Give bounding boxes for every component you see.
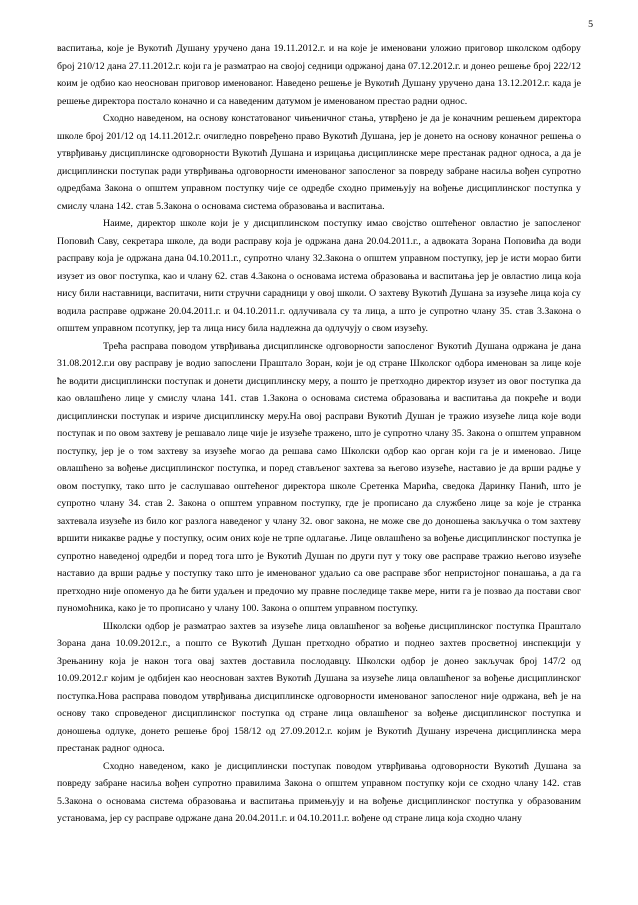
paragraph-final: Сходно наведеном, како је дисциплински поступак поводом утврђивања одговорности Вукотић Душана за повреду забране насиља вођен супротно правилима Закона о општем управном поступку који се сходно члану 142. став 5.Закона о основама система образовања и васпитања примењују и на вођење дисциплинског поступка у образованим установама, јер су расправе одржане дана 20.04.2011.г. и 04.10.2011.г. вођене од стране лица која сходно члану — [57, 760, 581, 824]
paragraph-continuation: васпитања, које је Вукотић Душану уручено дана 19.11.2012.г. и на које је именовани уложио приговор школском одбору број 210/12 дана 27.11.2012.г. који га је разматрао на својој седници одржаној дана 07.12.2012.г. и донео решење број 222/12 коим је одбио као неоснован приговор именованог. Наведено решење је Вукотић Душану уручено дана 13.12.2012.г. када је решење директора постало коначно и са наведеним датумом је именованом престао радни однос. — [57, 43, 581, 107]
paragraph-conclusion: Сходно наведеном, на основу констатованог чињеничног стања, утврђено је да је коначним решењем директора школе број 201/12 од 14.11.2012.г. очигледно повређено право Вукотић Душана, јер је донето на основу коначног решења о утврђивању дисциплинске одговорности Вукотић Душана и изрицања дисциплинске мере престанак радног односа, а да је дисциплински поступак ради утврђивања одговорности именованог запосленог за повреду забране насиља вођен супротно одредбама Закона о општем управном поступку чије се одредбе сходно примењују на вођење дисциплинског поступка у смислу члана 142. став 5.Закона о основама система образовања и васпитања. — [57, 113, 581, 212]
paragraph-director-authorization: Наиме, директор школе који је у дисциплинском поступку имао својство оштећеног овластио је запосленог Поповић Саву, секретара школе, да води расправу која је одржана дана 20.04.2011.г., а адвоката Зорана Поповића да води расправу која је одржана дана 04.10.2011.г., супротно члану 32.Закона о општем управном поступку, јер је исти морао бити изузет из овог поступка, као и члану 62. став 4.Закона о основама истема образовања и васпитања јер је овластио лица која нису били наставници, васпитачи, нити стручни сарадници у овој школи. О захтеву Вукотић Душана за изузеће лица која су водила расправе одржане 20.04.2011.г. и 04.10.2011.г. одлучивала су та лица, а што је супротно члану 35. став 3.Закона о општем управном псотупку, јер та лица нису била надлежна да одлучују о свом изузећу. — [57, 218, 581, 334]
paragraph-school-board: Школски одбор је разматрао захтев за изузеће лица овлашћеног за вођење дисциплинског поступка Праштало Зорана дана 10.09.2012.г., а пошто се Вукотић Душан претходно обратио и поднео захтев просветној инспекцији у Зрењанину која је након тога овај захтев доставила послодавцу. Школски одбор је донео закључак број 147/2 од 10.09.2012.г којим је одбијен као неоснован захтев Вукотић Душана за изузеће лица овлашћеног за вођење дисциплинског поступка.Нова расправа поводом утврђивања дисциплинске одговорности именованог запосленог није одржана, већ је на основу тако спроведеног дисциплинског поступка од стране лица овлашћеног за вођење дисциплинског поступка и доношења одлуке, донето решење број 158/12 од 27.09.2012.г. којим је Вукотић Душану изречена дисциплинска мера престанак радног односа. — [57, 620, 581, 754]
paragraph-third-hearing: Трећа расправа поводом утврђивања дисциплинске одговорности запосленог Вукотић Душана одржана је дана 31.08.2012.г.и ову расправу је водио запослени Праштало Зоран, који је од стране Школског одбора именован за лице које ће водити дисциплински поступак и донети дисциплинску меру, а пошто је претходно директор изузет из овог поступка да као овлашћено лице у смислу члана 141. став 1.Закона о основама система образовања и васпитања да покреће и води дисциплински поступак и изриче дисциплинску меру.На овој расправи Вукотић Душан је тражио изузеће лица које води поступак и по овом захтеву је решавало лице чије је изузеће тражено, што је супротно члану 35. Закона о општем управном поступку, јер је о том захтеву за изузеће могао да решава само Школски одбор као орган који га је и именовао. Лице овлашћено за вођење дисциплинског поступка, и поред стављеног захтева за његово изузеће, наставио је да врши радње у овом поступку, тако што је саслушавао оштећеног директора школе Сретенка Марића, сведока Даринку Панић, што је супротно члану 34. став 2. Закона о општем управном поступку, где је прописано да службено лице за које је странка захтевала изузеће из било ког разлога наведеног у члану 32. овог закона, не може све до доношења закључка о том захтеву вршити никакве радње у поступку, осим оних које не трпе одлагање. Лице овлашћено за вођење дисциплинског поступка је супротно наведеној одредби и поред тога што је Вукотић Душан по други пут у току ове расправе тражио његово изузеће наставио да врши радње у поступку тако што је именованог удаљио са ове расправе због непристојног понашања, а да га претходно није опоменуо да ће бити удаљен и предочио му правне последице такве мере, нити га је позвао да постави свог пуномоћника, како је то прописано у члану 100. Закона о општем управном поступку. — [57, 340, 581, 614]
page-number: 5 — [588, 19, 593, 30]
